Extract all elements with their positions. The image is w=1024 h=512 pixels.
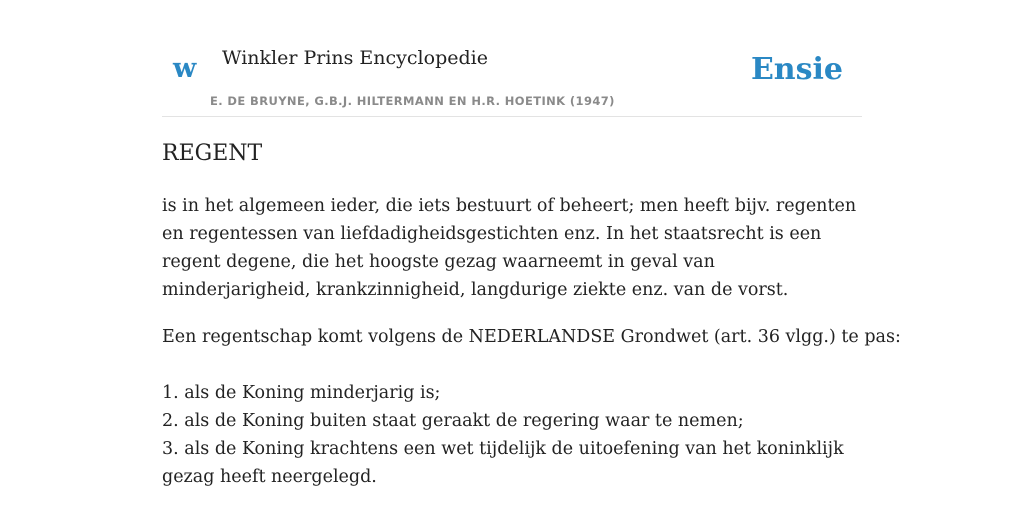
page: [162, 0, 901, 512]
list-item: 1. als de Koning minderjarig is;: [162, 383, 441, 403]
winkler-prins-logo[interactable]: w: [173, 53, 197, 84]
site-title[interactable]: Winkler Prins Encyclopedie: [222, 47, 488, 69]
list-item: 2. als de Koning buiten staat geraakt de regering waar te nemen;: [162, 411, 744, 431]
entry-paragraph: Een regentschap komt volgens de NEDERLANDSE Grondwet (art. 36 vlgg.) te pas:: [162, 327, 901, 347]
list-item: 3. als de Koning krachtens een wet tijdelijk de uitoefening van het koninklijk gezag heeft neergelegd.: [162, 439, 844, 487]
ensie-logo[interactable]: Ensie: [750, 52, 843, 87]
entry-title: REGENT: [162, 141, 263, 166]
entry-paragraph: is in het algemeen ieder, die iets bestuurt of beheert; men heeft bijv. regenten en regentessen van liefdadigheidsgestichten enz. In het staatsrecht is een regent degene, die het hoogste gezag waarneemt in geval van minderjarigheid, krankzinnigheid, langdurige ziekte enz. van de vorst.: [162, 196, 857, 300]
site-header: [162, 0, 862, 117]
entry-list: [162, 379, 862, 491]
authors-line: E. DE BRUYNE, G.B.J. HILTERMANN EN H.R. HOETINK (1947): [210, 94, 615, 108]
